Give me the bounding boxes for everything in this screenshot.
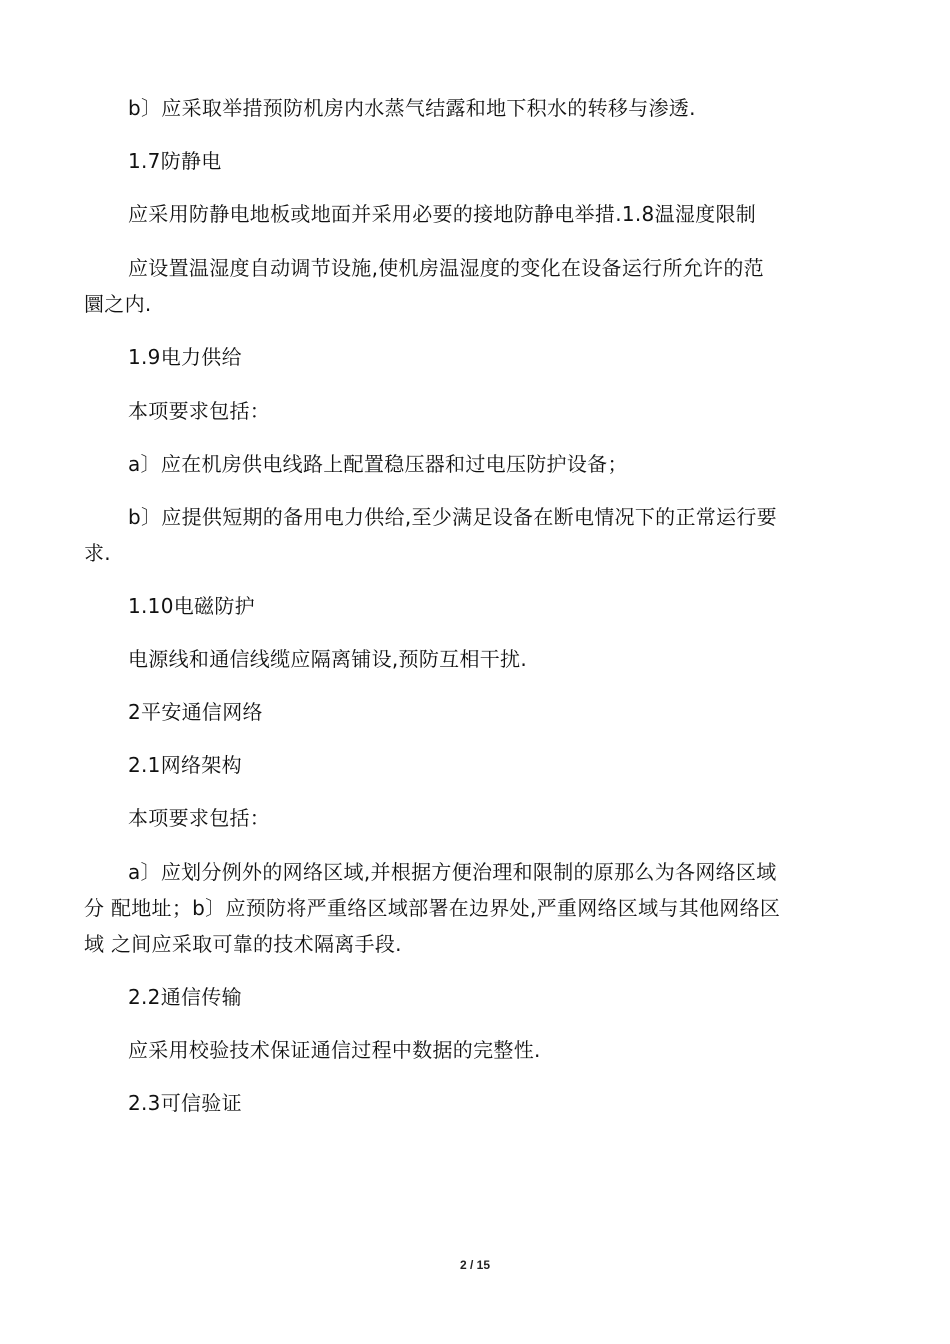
paragraph-10: 应采用校验技术保证通信过程中数据的完整性. <box>128 1038 541 1062</box>
paragraph-2: 应采用防静电地板或地面并采用必要的接地防静电举措.1.8温湿度限制 <box>128 202 757 226</box>
paragraph-6-line-1: b〕应提供短期的备用电力供给,至少满足设备在断电情况下的正常运行要 <box>128 505 777 529</box>
paragraph-6-line-2: 求. <box>84 541 111 565</box>
paragraph-7: 电源线和通信线缆应隔离铺设,预防互相干扰. <box>128 647 528 671</box>
paragraph-1: b〕应采取举措预防机房内水蒸气结露和地下积水的转移与渗透. <box>128 96 696 120</box>
paragraph-4: 本项要求包括： <box>128 399 271 423</box>
heading-2-3: 2.3可信验证 <box>128 1091 242 1115</box>
paragraph-5: a〕应在机房供电线路上配置稳压器和过电压防护设备； <box>128 452 628 476</box>
paragraph-9-line-1: a〕应划分例外的网络区域,并根据方便治理和限制的原那么为各网络区域 <box>128 860 777 884</box>
paragraph-8: 本项要求包括： <box>128 806 271 830</box>
paragraph-9-line-2: 分 配地址；b〕应预防将严重络区域部署在边界处,严重网络区域与其他网络区 <box>84 896 781 920</box>
heading-2-1: 2.1网络架构 <box>128 753 242 777</box>
paragraph-9-line-3: 域 之间应采取可靠的技术隔离手段. <box>84 932 402 956</box>
heading-1-9: 1.9电力供给 <box>128 345 242 369</box>
heading-1-7: 1.7防静电 <box>128 149 222 173</box>
heading-1-10: 1.10电磁防护 <box>128 594 255 618</box>
page-indicator: 2 / 15 <box>459 1258 491 1272</box>
heading-2: 2平安通信网络 <box>128 700 263 724</box>
heading-2-2: 2.2通信传输 <box>128 985 242 1009</box>
paragraph-3-line-2: 圜之内. <box>84 292 152 316</box>
paragraph-3-line-1: 应设置温湿度自动调节设施,使机房温湿度的变化在设备运行所允许的范 <box>128 256 764 280</box>
